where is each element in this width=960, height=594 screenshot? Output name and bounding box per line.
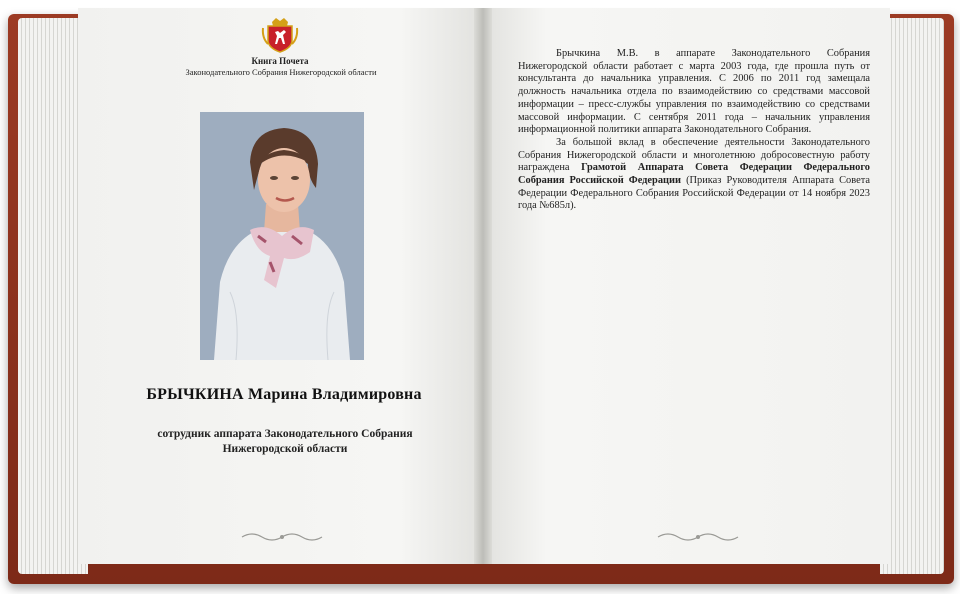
position-line-1: сотрудник аппарата Законодательного Собрания: [157, 428, 413, 440]
person-name: БРЫЧКИНА Марина Владимировна: [146, 386, 422, 403]
flourish-ornament-icon: [656, 530, 740, 544]
flourish-ornament-icon: [240, 530, 324, 544]
biography-text: [518, 48, 870, 213]
position-line-2: Нижегородской области: [222, 443, 348, 455]
coat-of-arms-icon: [260, 14, 300, 54]
person-position: [120, 427, 450, 457]
portrait-photo: [200, 112, 364, 360]
biography-paragraph-1: Брычкина М.В. в аппарате Законодательного Собрания Нижегородской области работает с марта 2003 года, где прошла путь от консультанта до начальника управления. С 2006 по 2011 год замещала должность начальника отдела по взаимодействию со средствами массовой информации – пресс-службы управления по взаимодействию со средствами массовой информации. С сентября 2011 года – начальник управления информационной политики аппарата Законодательного Собрания.: [518, 48, 870, 136]
book-subtitle: Законодательного Собрания Нижегородской области: [185, 67, 377, 77]
book-spine: [474, 8, 492, 564]
award-name: Грамотой Аппарата Совета Федерации Федерального Собрания Российской Федерации: [518, 162, 870, 187]
biography-paragraph-2: За большой вклад в обеспечение деятельности Законодательного Собрания Нижегородской области и многолетнюю добросовестную работу награждена Грамотой Аппарата Совета Федерации Федерального Собрания Российской Федерации (Приказ Руководителя Аппарата Совета Федерации Федерального Собрания Российской Федерации от 14 ноября 2023 года №685л).: [518, 136, 870, 212]
book-title: Книга Почета: [251, 56, 309, 66]
